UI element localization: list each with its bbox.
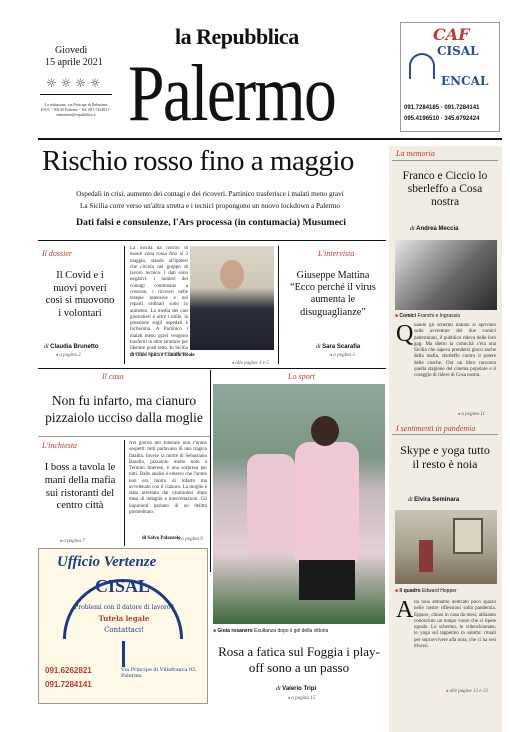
ad-cisal: CISAL [437, 44, 479, 58]
player-left [247, 454, 295, 554]
interview-page-ref[interactable]: ● a pagina 3 [330, 352, 355, 358]
caso-kicker: Il caso [102, 372, 124, 381]
ad-address: Via Principe di Villafranca 92, Palermo [121, 667, 197, 679]
caso-page-ref[interactable]: ● a pagina 9 [178, 536, 203, 542]
sport-headline[interactable]: Rosa a fatica sul Foggia i play-off sono a un passo [218, 644, 380, 676]
caso-byline: di Salvo Palazzolo [142, 536, 181, 541]
memoria-page-ref[interactable]: ● a pagina 11 [458, 411, 485, 417]
dossier-kicker: Il dossier [42, 249, 72, 258]
newspaper-brand: la Repubblica [175, 24, 299, 49]
pandemia-page-ref[interactable]: ● alle pagine 12 e 13 [446, 688, 488, 694]
ad-line-1: Problemi con il datore di lavoro? [74, 604, 174, 611]
memoria-dropcap: Q [396, 321, 414, 347]
memoria-caption: ■ Comici Franchi e Ingrassia [395, 313, 461, 319]
player-head [311, 416, 339, 446]
memoria-text: uando gli schermi italiani si aprivano sulle avventure dei due comici palermitani, il pubblico rideva delle loro gag. Ma dietro la comicità c'era una Sicilia che sapeva prendersi gioco anche della mafia, sberleffo contro il potere delle cosche. Ora un libro racconta quella stagione del cinema popolare e il coraggio di ridere di Cosa nostra. [414, 323, 496, 378]
ufficio-vertenze-ad[interactable] [38, 548, 208, 704]
sport-caption: ■ Gioia rosanero Esultanza dopo il gol della vittoria [213, 628, 329, 634]
portrait-head [220, 260, 244, 290]
ad-title: Ufficio Vertenze [57, 554, 157, 570]
memoria-headline[interactable]: Franco e Ciccio lo sberleffo a Cosa nostra [402, 170, 488, 209]
memoria-byline: di Andrea Meccia [410, 226, 459, 232]
pandemia-text: lla noia abbiamo dedicato poco spazio nelle nostre riflessioni sulla pandemia. Eppure, chiusi in casa da mesi, abbiamo conosciuto un tempo vuoto che si ripete uguale. Lo schermo, le videochiamate, lo yoga sul tappetino in salotto: rituali per sopravvivere alla noia, che ci ha resi diversi. [414, 600, 496, 649]
dossier-byline: di Claudia Brunetto [44, 344, 99, 350]
ad-umbrella-handle [122, 641, 125, 667]
ad-phones-2: 095.4196510 · 345.6792424 [404, 116, 480, 122]
caso-headline[interactable]: Non fu infarto, ma cianuro pizzaiolo ucciso dalla moglie [45, 393, 203, 425]
center-page-ref[interactable]: ● alle pagine 4 e 5 [232, 360, 269, 366]
hopper-painting [395, 510, 497, 584]
painting-window [453, 518, 483, 554]
inchiesta-kicker: L'inchiesta [42, 441, 78, 450]
ad-phone-1: 091.6262821 [45, 666, 92, 675]
memoria-kicker: La memoria [396, 149, 435, 158]
player-shorts [299, 560, 355, 600]
ad-umbrella-icon [409, 53, 435, 79]
sport-kicker: Lo sport [288, 372, 315, 381]
inchiesta-headline[interactable]: I boss a tavola le mani della mafia sui ristoranti del centro città [44, 462, 116, 512]
interview-kicker: L'intervista [318, 249, 355, 258]
issue-date: 15 aprile 2021 [45, 57, 103, 68]
weather-icons: ☼ ☼ ☼ ☼ [46, 76, 101, 90]
caf-cisal-ad[interactable] [400, 22, 500, 132]
lead-deck-2: La Sicilia corre verso un'altra stretta e i tecnici propongono un nuovo lockdown a Palermo [80, 202, 340, 210]
center-byline: di Giusi Spica e Claudio Reale [130, 353, 195, 358]
pandemia-caption: ■ Il quadro Edward Hopper [395, 588, 457, 594]
lead-deck-1: Ospedali in crisi, aumento dei contagi e dei ricoveri. Partinico trasferisce i malati meno gravi [76, 190, 344, 198]
sport-photo [213, 384, 385, 624]
edition-title: Palermo [128, 50, 336, 138]
interview-headline[interactable]: Giuseppe Mattina “Ecco perché il virus aumenta le disuguaglianze” [290, 270, 376, 318]
pandemia-kicker: I sentimenti in pandemia [396, 424, 476, 433]
ad-phones-1: 091.7284185 · 091.7284141 [404, 105, 480, 111]
mattina-photo [190, 246, 274, 350]
pandemia-headline[interactable]: Skype e yoga tutto il resto è noia [400, 443, 490, 471]
ad-phone-2: 091.7284141 [45, 680, 92, 689]
editorial-contacts: La redazione: via Principe di Belmonte 103/C - 90139 Palermo - Tel. 091.7434911 - redazione@repubblica.it [40, 102, 112, 117]
painting-figure [419, 540, 433, 572]
ad-line-3: Contattaci! [104, 626, 144, 634]
franco-ciccio-photo [395, 240, 497, 310]
dossier-headline[interactable]: Il Covid e i nuovi poveri così si muovono i volontari [45, 270, 115, 319]
issue-day: Giovedì [55, 45, 88, 56]
ad-line-2: Tutela legale [98, 614, 150, 623]
player-right [295, 442, 359, 562]
sport-byline: di Valerio Tripi [276, 686, 317, 692]
caso-text: Nel giorno del funerale non c'erano sospetti: tutti parlavano di una tragica fatalità. Invece la morte di Sebastiano Basella, pizzaiolo molto noto a Termini Imerese, è una sorpresa per tutti. Dalle analisi è emerso che l'uomo non era morto di infarto ma avvelenato con il cianuro. La moglie è stata arrestata dai carabinieri dopo mesi di indagini e intercettazioni. Gli inquirenti parlano di un delitto premeditato. [129, 441, 207, 515]
second-headline[interactable]: Dati falsi e consulenze, l'Ars processa (in contumacia) Musumeci [75, 217, 347, 228]
dossier-page-ref[interactable]: ● a pagina 2 [56, 352, 81, 358]
ad-brand: CISAL [95, 576, 151, 596]
pandemia-dropcap: A [396, 597, 414, 623]
sport-page-ref[interactable]: ● a pagina 15 [288, 695, 315, 701]
pandemia-byline: di Elvira Seminara [408, 497, 460, 503]
interview-byline: di Sara Scarafia [316, 344, 361, 350]
ad-caf: CAF [433, 25, 470, 44]
center-article-text: La Sicilia da rischio di essere zona rossa fino al 3 maggio, stando all'ipotesi che circola nel gruppo di lavoro tecnico. I dati sono negativi: i numeri dei contagi continuano a crescere, i ricoveri nelle terapie intensive e nei reparti ordinari sono in aumento. La media dei casi giornalieri è oltre i mille, la pressione sugli ospedali è fortissima. A Partinico i malati meno gravi vengono trasferiti in altre strutture per liberare posti letto. In Sicilia [130, 246, 188, 351]
lead-headline[interactable]: Rischio rosso fino a maggio [42, 145, 354, 177]
inchiesta-page-ref[interactable]: ● a pagina 7 [60, 538, 85, 544]
ad-encal: ENCAL [441, 74, 489, 88]
